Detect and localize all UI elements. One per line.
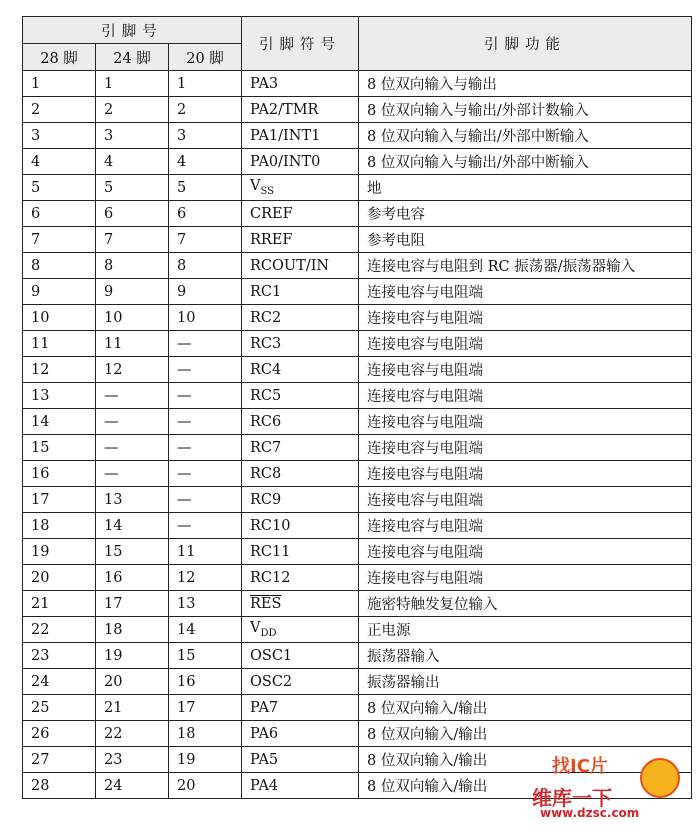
table-row [23, 149, 692, 175]
pin-symbol-text: PA3 [250, 75, 279, 92]
pin-symbol-text: RC8 [250, 465, 282, 482]
table-row [23, 227, 692, 253]
cell-24-pin: 11 [96, 331, 169, 357]
cell-24-pin: 20 [96, 669, 169, 695]
cell-pin-symbol [242, 461, 359, 487]
cell-24-pin: 7 [96, 227, 169, 253]
table-row [23, 253, 692, 279]
cell-20-pin: — [169, 383, 242, 409]
cell-28-pin: 15 [23, 435, 96, 461]
cell-24-pin: 22 [96, 721, 169, 747]
watermark-logo [532, 752, 682, 822]
cell-28-pin: 20 [23, 565, 96, 591]
table-row [23, 487, 692, 513]
header-pin-number: 引脚号 [23, 17, 242, 44]
cell-20-pin: 4 [169, 149, 242, 175]
cell-pin-function: 振荡器输入 [359, 643, 692, 669]
cell-pin-symbol [242, 305, 359, 331]
cell-pin-symbol [242, 669, 359, 695]
cell-28-pin: 3 [23, 123, 96, 149]
cell-pin-symbol [242, 149, 359, 175]
cell-pin-symbol [242, 773, 359, 799]
cell-20-pin: 18 [169, 721, 242, 747]
cell-28-pin: 9 [23, 279, 96, 305]
cell-pin-symbol [242, 123, 359, 149]
cell-pin-function: 参考电容 [359, 201, 692, 227]
cell-pin-function: 连接电容与电阻端 [359, 383, 692, 409]
cell-20-pin: — [169, 487, 242, 513]
pin-symbol-text: RREF [250, 231, 293, 248]
cell-pin-symbol [242, 539, 359, 565]
watermark-title: 找IC片 [552, 756, 608, 777]
pin-symbol-text: RC6 [250, 413, 282, 430]
cell-pin-symbol [242, 747, 359, 773]
table-row [23, 565, 692, 591]
table-row [23, 201, 692, 227]
table-row [23, 357, 692, 383]
pin-symbol-text: RC1 [250, 283, 282, 300]
cell-28-pin: 18 [23, 513, 96, 539]
cell-20-pin: 1 [169, 71, 242, 97]
cell-24-pin: 18 [96, 617, 169, 643]
cell-pin-function: 8 位双向输入与输出/外部中断输入 [359, 123, 692, 149]
cell-pin-symbol [242, 279, 359, 305]
pin-symbol-subscript: DD [260, 627, 277, 639]
cell-24-pin: 13 [96, 487, 169, 513]
cell-20-pin: — [169, 357, 242, 383]
table-row [23, 279, 692, 305]
cell-24-pin: 24 [96, 773, 169, 799]
pin-symbol-text: CREF [250, 205, 293, 222]
cell-pin-function: 8 位双向输入/输出 [359, 695, 692, 721]
header-24-pin: 24 脚 [96, 44, 169, 71]
cell-pin-function: 连接电容与电阻端 [359, 331, 692, 357]
cell-24-pin: 23 [96, 747, 169, 773]
pin-symbol-text: PA4 [250, 777, 279, 794]
cell-28-pin: 17 [23, 487, 96, 513]
cell-pin-symbol [242, 565, 359, 591]
table-row [23, 331, 692, 357]
cell-28-pin: 19 [23, 539, 96, 565]
table-row [23, 669, 692, 695]
pin-symbol-text: RC11 [250, 543, 291, 560]
cell-28-pin: 8 [23, 253, 96, 279]
cell-pin-symbol [242, 383, 359, 409]
pin-symbol-text: RC12 [250, 569, 291, 586]
cell-20-pin: 7 [169, 227, 242, 253]
cell-20-pin: 14 [169, 617, 242, 643]
table-row [23, 461, 692, 487]
header-20-pin: 20 脚 [169, 44, 242, 71]
pin-symbol-text: V [250, 620, 261, 637]
cell-28-pin: 2 [23, 97, 96, 123]
header-pin-symbol: 引脚符号 [242, 17, 359, 71]
cell-28-pin: 21 [23, 591, 96, 617]
cell-20-pin: — [169, 435, 242, 461]
cell-pin-function: 8 位双向输入/输出 [359, 773, 692, 799]
cell-20-pin: 20 [169, 773, 242, 799]
cell-20-pin: — [169, 409, 242, 435]
cell-24-pin: — [96, 461, 169, 487]
cell-20-pin: 2 [169, 97, 242, 123]
table-row [23, 617, 692, 643]
cell-20-pin: — [169, 331, 242, 357]
cell-pin-function: 8 位双向输入/输出 [359, 721, 692, 747]
cell-pin-symbol [242, 409, 359, 435]
cell-pin-symbol [242, 175, 359, 201]
table-row [23, 305, 692, 331]
cell-pin-function: 8 位双向输入与输出/外部计数输入 [359, 97, 692, 123]
cell-20-pin: 9 [169, 279, 242, 305]
cell-pin-symbol [242, 591, 359, 617]
cell-pin-function: 连接电容与电阻端 [359, 357, 692, 383]
cell-24-pin: — [96, 435, 169, 461]
cell-28-pin: 11 [23, 331, 96, 357]
cell-pin-function: 8 位双向输入与输出 [359, 71, 692, 97]
cell-28-pin: 1 [23, 71, 96, 97]
cell-pin-function: 连接电容与电阻端 [359, 487, 692, 513]
table-row [23, 409, 692, 435]
table-row [23, 539, 692, 565]
pin-symbol-text: PA1/INT1 [250, 127, 321, 144]
table-row [23, 721, 692, 747]
cell-28-pin: 6 [23, 201, 96, 227]
cell-pin-symbol [242, 227, 359, 253]
cell-pin-symbol [242, 253, 359, 279]
cell-28-pin: 13 [23, 383, 96, 409]
table-row [23, 383, 692, 409]
pin-symbol-text: RC5 [250, 387, 282, 404]
cell-24-pin: — [96, 409, 169, 435]
mascot-icon [640, 758, 680, 798]
cell-pin-function: 连接电容与电阻端 [359, 461, 692, 487]
cell-20-pin: — [169, 513, 242, 539]
cell-28-pin: 23 [23, 643, 96, 669]
watermark-cn: 维库一下 [532, 786, 612, 810]
cell-24-pin: 2 [96, 97, 169, 123]
cell-28-pin: 22 [23, 617, 96, 643]
cell-pin-function: 连接电容与电阻端 [359, 409, 692, 435]
pin-symbol-text: RC3 [250, 335, 282, 352]
cell-28-pin: 24 [23, 669, 96, 695]
cell-20-pin: 16 [169, 669, 242, 695]
cell-24-pin: — [96, 383, 169, 409]
cell-pin-function: 地 [359, 175, 692, 201]
cell-pin-function: 连接电容与电阻端 [359, 305, 692, 331]
cell-28-pin: 5 [23, 175, 96, 201]
cell-pin-function: 正电源 [359, 617, 692, 643]
table-row [23, 591, 692, 617]
cell-pin-symbol [242, 71, 359, 97]
pin-symbol-text: PA0/INT0 [250, 153, 321, 170]
pin-symbol-text: PA2/TMR [250, 101, 319, 118]
cell-pin-symbol [242, 97, 359, 123]
cell-24-pin: 3 [96, 123, 169, 149]
cell-28-pin: 10 [23, 305, 96, 331]
cell-pin-function: 连接电容与电阻到 RC 振荡器/振荡器输入 [359, 253, 692, 279]
cell-20-pin: 15 [169, 643, 242, 669]
table-row [23, 695, 692, 721]
cell-24-pin: 6 [96, 201, 169, 227]
cell-28-pin: 26 [23, 721, 96, 747]
cell-pin-symbol [242, 617, 359, 643]
cell-28-pin: 28 [23, 773, 96, 799]
header-28-pin: 28 脚 [23, 44, 96, 71]
cell-24-pin: 19 [96, 643, 169, 669]
pin-symbol-text: RC4 [250, 361, 282, 378]
cell-20-pin: 5 [169, 175, 242, 201]
cell-pin-symbol [242, 487, 359, 513]
cell-pin-function: 连接电容与电阻端 [359, 435, 692, 461]
pin-symbol-text: $\overline{RES}$ [250, 595, 282, 612]
cell-20-pin: 6 [169, 201, 242, 227]
cell-28-pin: 7 [23, 227, 96, 253]
cell-pin-symbol [242, 643, 359, 669]
cell-20-pin: 10 [169, 305, 242, 331]
table-row [23, 175, 692, 201]
cell-28-pin: 25 [23, 695, 96, 721]
cell-pin-function: 振荡器输出 [359, 669, 692, 695]
pin-function-table [22, 16, 692, 799]
table-row [23, 123, 692, 149]
cell-24-pin: 1 [96, 71, 169, 97]
watermark-url: www.dzsc.com [540, 806, 640, 820]
cell-28-pin: 16 [23, 461, 96, 487]
cell-24-pin: 9 [96, 279, 169, 305]
cell-pin-symbol [242, 721, 359, 747]
cell-20-pin: 12 [169, 565, 242, 591]
cell-pin-function: 连接电容与电阻端 [359, 565, 692, 591]
cell-20-pin: 11 [169, 539, 242, 565]
cell-20-pin: 19 [169, 747, 242, 773]
cell-pin-function: 连接电容与电阻端 [359, 513, 692, 539]
cell-28-pin: 4 [23, 149, 96, 175]
cell-pin-symbol [242, 357, 359, 383]
header-pin-function: 引脚功能 [359, 17, 692, 71]
pin-symbol-text: PA7 [250, 699, 279, 716]
pin-symbol-text: RC2 [250, 309, 282, 326]
table-row [23, 513, 692, 539]
pin-symbol-text: PA6 [250, 725, 279, 742]
pin-symbol-text: PA5 [250, 751, 279, 768]
cell-20-pin: 17 [169, 695, 242, 721]
cell-20-pin: 13 [169, 591, 242, 617]
cell-28-pin: 12 [23, 357, 96, 383]
cell-24-pin: 4 [96, 149, 169, 175]
cell-20-pin: 3 [169, 123, 242, 149]
cell-24-pin: 5 [96, 175, 169, 201]
cell-20-pin: — [169, 461, 242, 487]
cell-24-pin: 16 [96, 565, 169, 591]
table-row [23, 435, 692, 461]
cell-24-pin: 8 [96, 253, 169, 279]
table-row [23, 643, 692, 669]
cell-pin-symbol [242, 435, 359, 461]
pin-symbol-text: OSC2 [250, 673, 293, 690]
cell-20-pin: 8 [169, 253, 242, 279]
cell-pin-function: 连接电容与电阻端 [359, 539, 692, 565]
cell-pin-symbol [242, 331, 359, 357]
cell-pin-symbol [242, 695, 359, 721]
cell-24-pin: 10 [96, 305, 169, 331]
cell-pin-function: 连接电容与电阻端 [359, 279, 692, 305]
cell-24-pin: 15 [96, 539, 169, 565]
cell-24-pin: 17 [96, 591, 169, 617]
cell-pin-symbol [242, 201, 359, 227]
pin-symbol-text: OSC1 [250, 647, 293, 664]
cell-24-pin: 12 [96, 357, 169, 383]
cell-pin-function: 施密特触发复位输入 [359, 591, 692, 617]
pin-symbol-text: RCOUT/IN [250, 257, 330, 274]
pin-symbol-text: RC10 [250, 517, 291, 534]
table-row [23, 71, 692, 97]
pin-symbol-text: V [250, 178, 261, 195]
pin-symbol-text: RC9 [250, 491, 282, 508]
cell-24-pin: 21 [96, 695, 169, 721]
cell-28-pin: 27 [23, 747, 96, 773]
cell-24-pin: 14 [96, 513, 169, 539]
cell-pin-function: 参考电阻 [359, 227, 692, 253]
cell-pin-function: 8 位双向输入/输出 [359, 747, 692, 773]
pin-symbol-text: RC7 [250, 439, 282, 456]
cell-28-pin: 14 [23, 409, 96, 435]
cell-pin-function: 8 位双向输入与输出/外部中断输入 [359, 149, 692, 175]
cell-pin-symbol [242, 513, 359, 539]
pin-symbol-subscript: SS [260, 185, 275, 197]
table-row [23, 97, 692, 123]
